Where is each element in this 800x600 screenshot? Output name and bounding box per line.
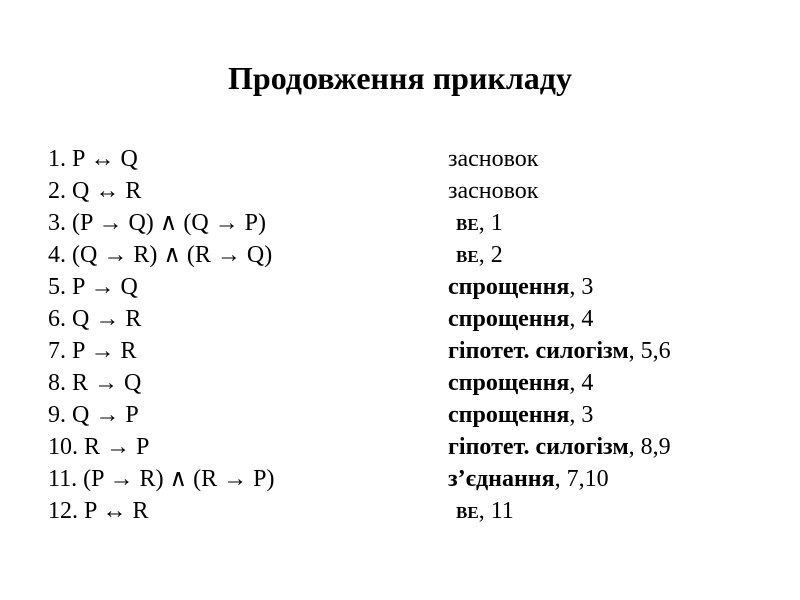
proof-statement: 6. Q → R — [48, 306, 142, 332]
rule-name: засновок — [448, 146, 539, 172]
rule-refs: , 5,6 — [628, 338, 671, 364]
proof-justification — [448, 399, 768, 431]
rule-name: з’єднання — [448, 466, 555, 492]
rule-name: спрощення — [448, 370, 570, 396]
proof-line-2 — [48, 175, 768, 207]
rule-name: спрощення — [448, 274, 570, 300]
proof-line-3 — [48, 207, 768, 239]
proof-justification — [448, 367, 768, 399]
proof-justification — [448, 207, 768, 239]
rule-refs: , 1 — [478, 210, 503, 236]
proof-table — [48, 143, 768, 527]
rule-refs: , 3 — [569, 402, 594, 428]
proof-justification — [448, 303, 768, 335]
proof-line-5 — [48, 271, 768, 303]
proof-line-6 — [48, 303, 768, 335]
proof-statement: 1. P ↔ Q — [48, 146, 138, 172]
proof-statement: 2. Q ↔ R — [48, 178, 142, 204]
rule-refs: , 3 — [569, 274, 594, 300]
rule-refs: , 11 — [478, 498, 514, 524]
proof-line-1 — [48, 143, 768, 175]
rule-name: спрощення — [448, 306, 570, 332]
proof-statement: 4. (Q → R) ∧ (R → Q) — [48, 242, 273, 268]
proof-statement: 7. P → R — [48, 338, 137, 364]
rule-name: гіпотет. силогізм — [448, 434, 629, 460]
proof-justification — [448, 175, 768, 207]
slide-title: Продовження прикладу — [228, 60, 572, 96]
proof-line-4 — [48, 239, 768, 271]
proof-justification — [448, 431, 768, 463]
proof-statement: 12. P ↔ R — [48, 498, 149, 524]
proof-line-10 — [48, 431, 768, 463]
rule-refs: , 2 — [478, 242, 503, 268]
proof-statement: 3. (P → Q) ∧ (Q → P) — [48, 210, 267, 236]
proof-statement: 11. (P → R) ∧ (R → P) — [48, 466, 275, 492]
proof-line-7 — [48, 335, 768, 367]
proof-statement: 8. R → Q — [48, 370, 142, 396]
rule-name: ВЕ — [456, 503, 479, 522]
proof-justification — [448, 463, 768, 495]
proof-justification — [448, 335, 768, 367]
rule-name: гіпотет. силогізм — [448, 338, 629, 364]
proof-justification — [448, 143, 768, 175]
rule-name: спрощення — [448, 402, 570, 428]
rule-name: ВЕ — [456, 215, 479, 234]
rule-refs: , 8,9 — [628, 434, 671, 460]
rule-refs: , 4 — [569, 306, 594, 332]
rule-name: засновок — [448, 178, 539, 204]
proof-justification — [448, 271, 768, 303]
proof-line-12 — [48, 495, 768, 527]
proof-statement: 9. Q → P — [48, 402, 139, 428]
proof-line-8 — [48, 367, 768, 399]
proof-justification — [448, 495, 768, 527]
proof-statement: 10. R → P — [48, 434, 150, 460]
proof-line-11 — [48, 463, 768, 495]
rule-refs: , 4 — [569, 370, 594, 396]
proof-line-9 — [48, 399, 768, 431]
proof-justification — [448, 239, 768, 271]
proof-statement: 5. P → Q — [48, 274, 138, 300]
rule-name: ВЕ — [456, 247, 479, 266]
rule-refs: , 7,10 — [554, 466, 609, 492]
